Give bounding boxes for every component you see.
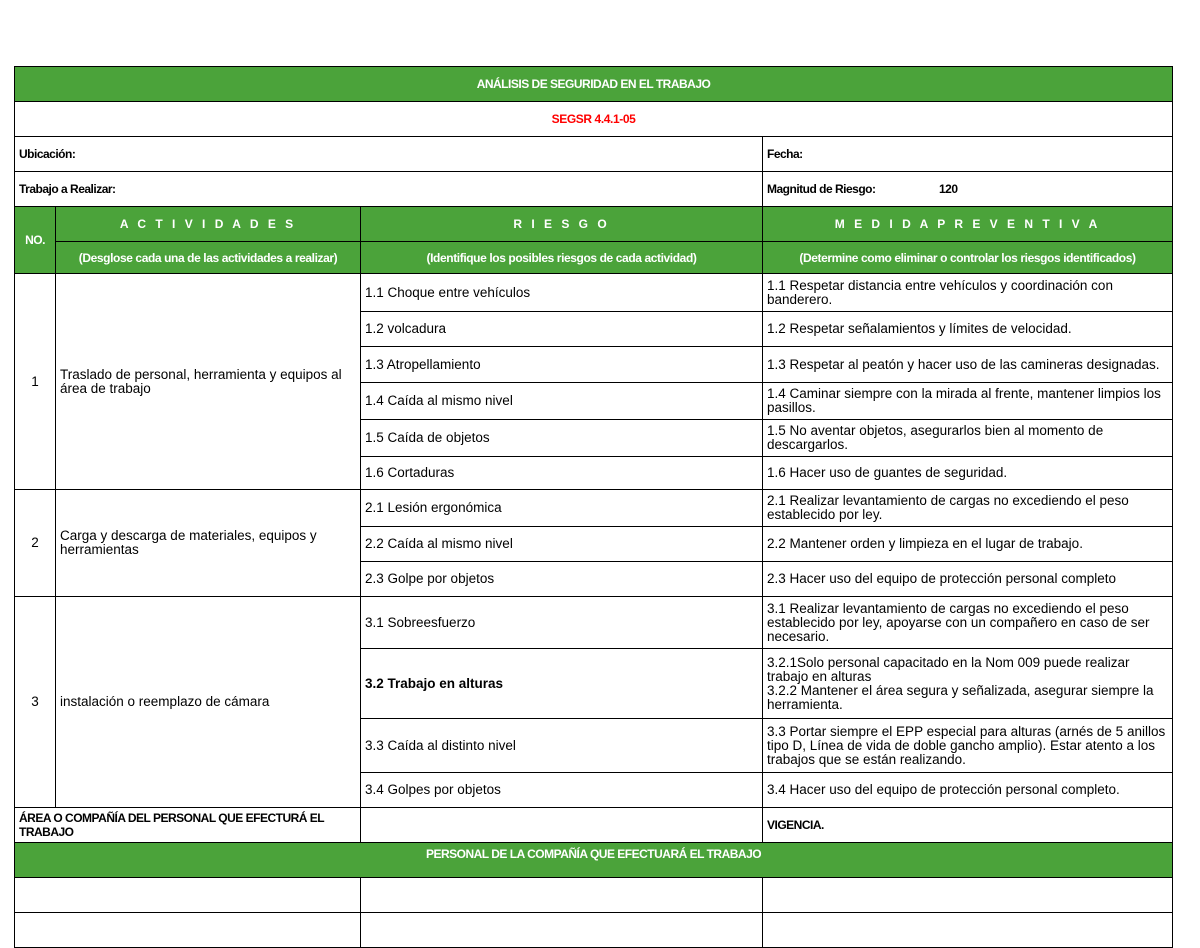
col-no-header: NO. [15, 207, 56, 274]
safety-analysis-sheet [14, 66, 1173, 948]
activity-number: 3 [15, 597, 56, 808]
magnitud-label: Magnitud de Riesgo: [767, 182, 876, 196]
risk-cell: 1.6 Cortaduras [361, 457, 763, 490]
measure-line: 3.2.2 Mantener el área segura y señalizada, asegurar siempre la herramienta. [767, 682, 1154, 712]
safety-analysis-table [14, 66, 1173, 948]
risk-cell: 2.3 Golpe por objetos [361, 562, 763, 597]
measure-cell: 3.4 Hacer uso del equipo de protección personal completo. [763, 773, 1173, 808]
measure-cell: 2.3 Hacer uso del equipo de protección personal completo [763, 562, 1173, 597]
personal-title: PERSONAL DE LA COMPAÑÍA QUE EFECTUARÁ EL TRABAJO [15, 843, 1173, 878]
risk-cell: 2.1 Lesión ergonómica [361, 490, 763, 527]
measure-cell: 3.1 Realizar levantamiento de cargas no excediendo el peso establecido por ley, apoyarse con un compañero en caso de ser necesario. [763, 597, 1173, 649]
personal-cell[interactable] [15, 878, 361, 913]
personal-cell[interactable] [763, 878, 1173, 913]
location-row [15, 137, 1173, 172]
col-riesgo-subheader: (Identifique los posibles riesgos de cada actividad) [361, 242, 763, 274]
work-row [15, 172, 1173, 207]
magnitud-value: 120 [939, 182, 958, 196]
trabajo-field[interactable] [15, 172, 763, 207]
document-title: ANÁLISIS DE SEGURIDAD EN EL TRABAJO [15, 67, 1173, 102]
document-code: SEGSR 4.4.1-05 [15, 102, 1173, 137]
col-riesgo-header: R I E S G O [361, 207, 763, 242]
activity-name: Traslado de personal, herramienta y equipos al área de trabajo [56, 274, 361, 490]
personal-row [15, 878, 1173, 913]
activity-name: Carga y descarga de materiales, equipos y herramientas [56, 490, 361, 597]
vigencia-field[interactable] [763, 808, 1173, 843]
title-row [15, 67, 1173, 102]
ubicacion-label: Ubicación: [19, 147, 76, 161]
trabajo-label: Trabajo a Realizar: [19, 182, 116, 196]
risk-cell: 3.2 Trabajo en alturas [361, 649, 763, 719]
table-row [15, 274, 1173, 312]
measure-cell: 1.6 Hacer uso de guantes de seguridad. [763, 457, 1173, 490]
risk-cell: 2.2 Caída al mismo nivel [361, 527, 763, 562]
personal-cell[interactable] [763, 913, 1173, 948]
code-row [15, 102, 1173, 137]
col-actividades-header: A C T I V I D A D E S [56, 207, 361, 242]
personal-cell[interactable] [361, 878, 763, 913]
risk-cell: 3.4 Golpes por objetos [361, 773, 763, 808]
activity-number: 1 [15, 274, 56, 490]
table-row [15, 490, 1173, 527]
measure-cell [763, 649, 1173, 719]
risk-cell: 1.1 Choque entre vehículos [361, 274, 763, 312]
column-subheader-row [15, 242, 1173, 274]
col-medida-subheader: (Determine como eliminar o controlar los riesgos identificados) [763, 242, 1173, 274]
activity-number: 2 [15, 490, 56, 597]
fecha-field[interactable] [763, 137, 1173, 172]
measure-cell: 3.3 Portar siempre el EPP especial para alturas (arnés de 5 anillos tipo D, Línea de vida de doble gancho amplio). Estar atento a los trabajos que se están realizando. [763, 719, 1173, 773]
area-input-cell[interactable] [361, 808, 763, 843]
fecha-label: Fecha: [767, 147, 803, 161]
col-medida-header: M E D I D A P R E V E N T I V A [763, 207, 1173, 242]
ubicacion-field[interactable] [15, 137, 763, 172]
risk-cell: 3.3 Caída al distinto nivel [361, 719, 763, 773]
personal-row [15, 913, 1173, 948]
personal-title-row [15, 843, 1173, 878]
measure-line: 3.2.1Solo personal capacitado en la Nom 009 puede realizar trabajo en alturas [767, 654, 1130, 684]
risk-cell: 1.3 Atropellamiento [361, 347, 763, 383]
area-label: ÁREA O COMPAÑÍA DEL PERSONAL QUE EFECTURÁ EL TRABAJO [15, 808, 361, 843]
measure-cell: 1.5 No aventar objetos, asegurarlos bien al momento de descargarlos. [763, 420, 1173, 457]
measure-cell: 1.1 Respetar distancia entre vehículos y coordinación con banderero. [763, 274, 1173, 312]
area-row [15, 808, 1173, 843]
measure-cell: 1.4 Caminar siempre con la mirada al frente, mantener limpios los pasillos. [763, 383, 1173, 420]
personal-cell[interactable] [15, 913, 361, 948]
risk-cell: 1.4 Caída al mismo nivel [361, 383, 763, 420]
col-actividades-subheader: (Desglose cada una de las actividades a realizar) [56, 242, 361, 274]
risk-cell: 1.2 volcadura [361, 312, 763, 347]
measure-cell: 1.2 Respetar señalamientos y límites de velocidad. [763, 312, 1173, 347]
column-header-row [15, 207, 1173, 242]
personal-cell[interactable] [361, 913, 763, 948]
measure-cell: 2.1 Realizar levantamiento de cargas no excediendo el peso establecido por ley. [763, 490, 1173, 527]
magnitud-field[interactable] [763, 172, 1173, 207]
activity-name: instalación o reemplazo de cámara [56, 597, 361, 808]
table-row [15, 597, 1173, 649]
risk-cell: 3.1 Sobreesfuerzo [361, 597, 763, 649]
measure-cell: 1.3 Respetar al peatón y hacer uso de las camineras designadas. [763, 347, 1173, 383]
measure-cell: 2.2 Mantener orden y limpieza en el lugar de trabajo. [763, 527, 1173, 562]
vigencia-label: VIGENCIA. [767, 818, 824, 832]
risk-cell: 1.5 Caída de objetos [361, 420, 763, 457]
